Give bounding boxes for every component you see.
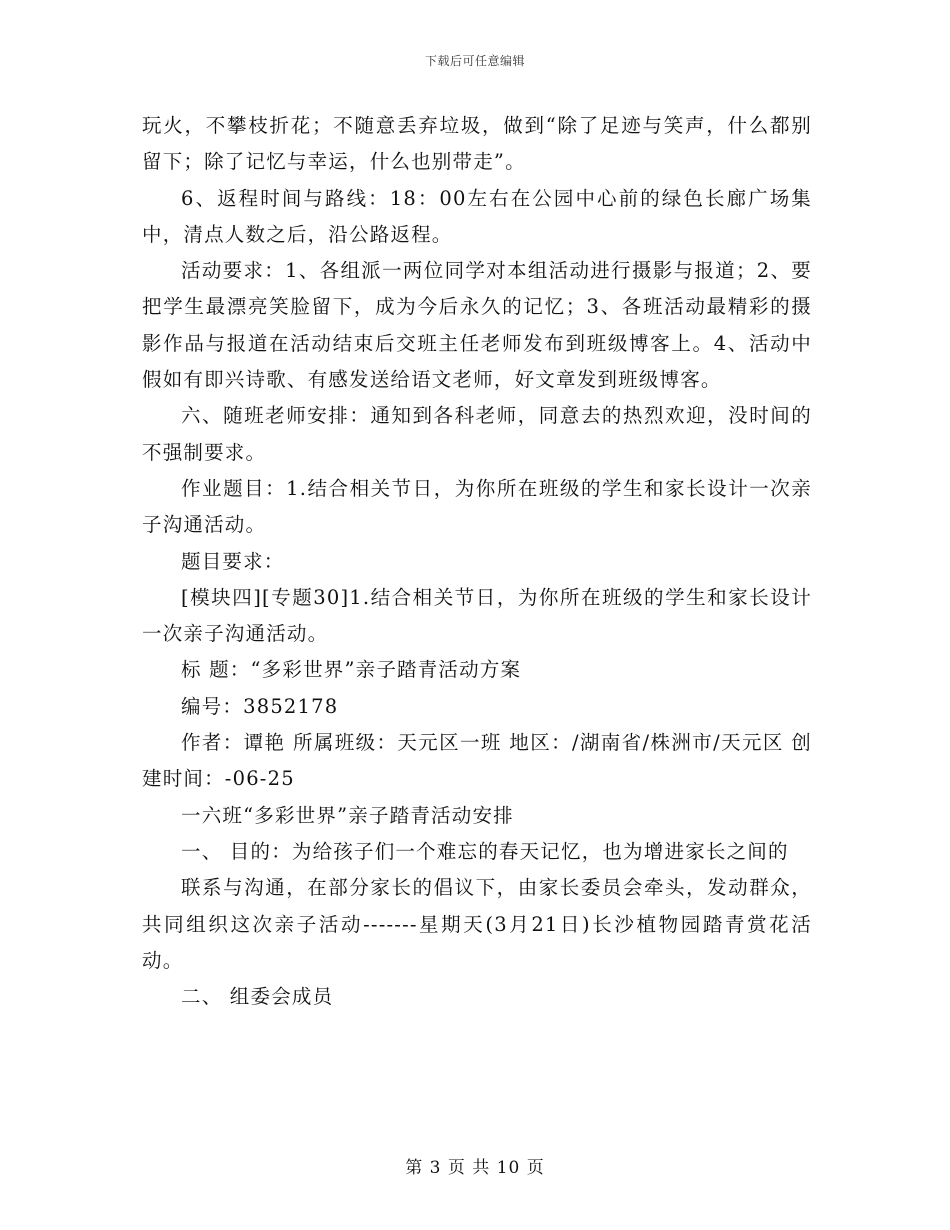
paragraph: 6、返程时间与路线：18：00左右在公园中心前的绿色长廊广场集中，清点人数之后，沿公路返程。 — [142, 186, 812, 246]
page-number-footer: 第 3 页 共 10 页 — [405, 1158, 545, 1178]
paragraph: 作业题目：1.结合相关节日，为你所在班级的学生和家长设计一次亲子沟通活动。 — [142, 476, 812, 537]
paragraph: 编号：3852178 — [181, 694, 339, 718]
paragraph: 作者：谭艳 所属班级：天元区一班 地区：/湖南省/株洲市/天元区 创建时间：-06-25 — [142, 731, 812, 791]
paragraph: 二、 组委会成员 — [181, 985, 334, 1009]
paragraph: 玩火，不攀枝折花；不随意丢弃垃圾，做到“除了足迹与笑声，什么都别留下；除了记忆与幸运，什么也别带走”。 — [142, 114, 812, 174]
paragraph: 一六班“多彩世界”亲子踏青活动安排 — [181, 803, 514, 827]
document-body — [142, 108, 812, 1015]
page-header: 下载后可任意编辑 — [424, 54, 525, 68]
paragraph: [模块四][专题30]1.结合相关节日，为你所在班级的学生和家长设计一次亲子沟通活动。 — [142, 585, 812, 646]
paragraph: 活动要求：1、各组派一两位同学对本组活动进行摄影与报道；2、要把学生最漂亮笑脸留下，成为今后永久的记忆；3、各班活动最精彩的摄影作品与报道在活动结束后交班主任老师发布到班级博客上。4、活动中假如有即兴诗歌、有感发送给语文老师，好文章发到班级博客。 — [142, 259, 812, 392]
paragraph: 题目要求： — [181, 549, 285, 573]
paragraph: 六、随班老师安排：通知到各科老师，同意去的热烈欢迎，没时间的不强制要求。 — [142, 404, 812, 464]
paragraph: 联系与沟通，在部分家长的倡议下，由家长委员会牵头，发动群众，共同组织这次亲子活动-------星期天(3月21日)长沙植物园踏青赏花活动。 — [142, 876, 812, 972]
paragraph: 标 题：“多彩世界”亲子踏青活动方案 — [181, 658, 522, 682]
paragraph: 一、 目的：为给孩子们一个难忘的春天记忆，也为增进家长之间的 — [181, 839, 789, 863]
